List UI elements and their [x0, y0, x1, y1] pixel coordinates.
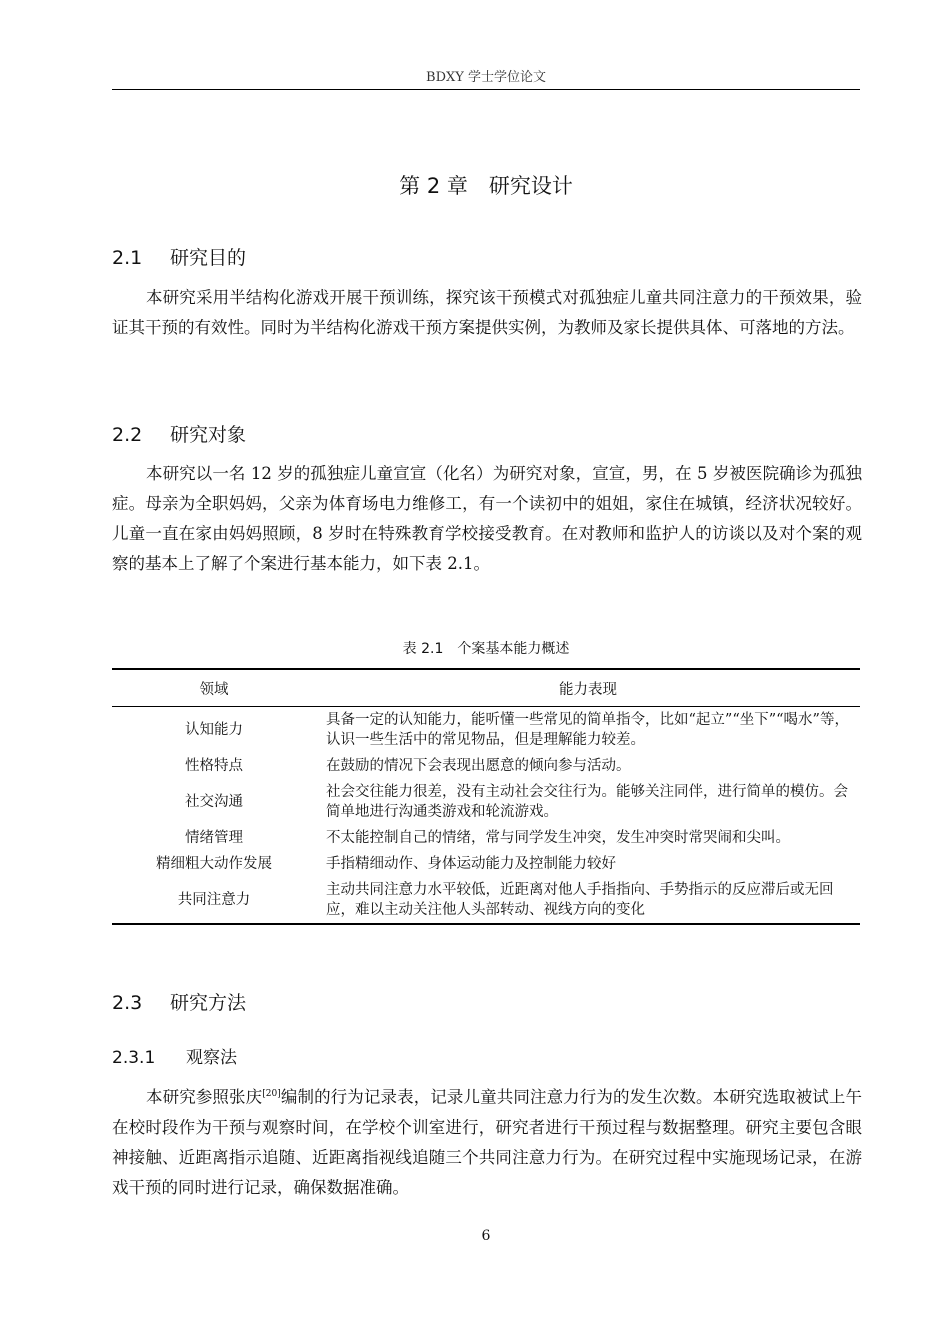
subsection-number: 2.3.1 — [112, 1048, 156, 1068]
section-number: 2.3 — [112, 992, 143, 1014]
table-row — [112, 707, 860, 754]
table-cell-domain: 情绪管理 — [185, 830, 243, 846]
section-number: 2.2 — [112, 424, 143, 446]
table-row — [112, 877, 860, 924]
section-heading-2-1 — [112, 243, 246, 270]
table-cell-desc: 具备一定的认知能力，能听懂一些常见的简单指令，比如“起立”“坐下”“喝水”等，认识一些生活中的常见物品，但是理解能力较差。 — [326, 712, 849, 748]
table-cell-desc: 手指精细动作、身体运动能力及控制能力较好 — [326, 856, 616, 872]
table-cell-desc: 不太能控制自己的情绪，常与同学发生冲突，发生冲突时常哭闹和尖叫。 — [326, 830, 790, 846]
table-cell-domain: 性格特点 — [185, 758, 243, 774]
table-cell-desc: 主动共同注意力水平较低，近距离对他人手指指向、手势指示的反应滞后或无回应，难以主动关注他人头部转动、视线方向的变化 — [316, 877, 860, 924]
paragraph-text: 本研究参照张庆 — [146, 1087, 263, 1107]
table-cell-domain: 共同注意力 — [112, 877, 316, 924]
paragraph-research-subject: 本研究以一名 12 岁的孤独症儿童宣宣（化名）为研究对象，宣宣，男，在 5 岁被医院确诊为孤独症。母亲为全职妈妈，父亲为体育场电力维修工，有一个读初中的姐姐，家住在城镇，经济状况较好。儿童一直在家由妈妈照顾，8 岁时在特殊教育学校接受教育。在对教师和监护人的访谈以及对个案的观察的基本上了解了个案进行基本能力，如下表 2.1。 — [112, 464, 862, 573]
chapter-title: 第 2 章 研究设计 — [399, 174, 573, 198]
table-cell-domain: 认知能力 — [185, 722, 243, 738]
paragraph-research-purpose: 本研究采用半结构化游戏开展干预训练，探究该干预模式对孤独症儿童共同注意力的干预效果，验证其干预的有效性。同时为半结构化游戏干预方案提供实例，为教师及家长提供具体、可落地的方法。 — [112, 288, 862, 337]
section-title: 研究方法 — [170, 992, 247, 1014]
paragraph-observation-method — [112, 1079, 862, 1203]
section-title: 研究目的 — [170, 247, 247, 269]
table-row — [112, 753, 860, 779]
subsection-heading-2-3-1 — [112, 1043, 237, 1068]
section-title: 研究对象 — [170, 424, 247, 446]
column-header-ability: 能力表现 — [316, 669, 860, 707]
table-row — [112, 825, 860, 851]
section-heading-2-2 — [112, 420, 246, 447]
table-cell-domain: 精细粗大动作发展 — [156, 856, 272, 872]
paragraph-text: 编制的行为记录表，记录儿童共同注意力行为的发生次数。本研究选取被试上午在校时段作为干预与观察时间，在学校个训室进行，研究者进行干预过程与数据整理。研究主要包含眼神接触、近距离指示追随、近距离指视线追随三个共同注意力行为。在研究过程中实施现场记录，在游戏干预的同时进行记录，确保数据准确。 — [112, 1087, 863, 1197]
subsection-title: 观察法 — [186, 1048, 237, 1068]
table-row — [112, 851, 860, 877]
page-number: 6 — [481, 1228, 491, 1244]
ability-table — [112, 668, 860, 925]
page-header: BDXY 学士学位论文 — [112, 66, 860, 90]
column-header-domain: 领域 — [112, 669, 316, 707]
table-caption: 表 2.1 个案基本能力概述 — [402, 641, 570, 657]
section-number: 2.1 — [112, 247, 143, 269]
table-cell-desc: 社会交往能力很差，没有主动社会交往行为。能够关注同伴，进行简单的模仿。会简单地进行沟通类游戏和轮流游戏。 — [326, 784, 848, 820]
section-heading-2-3 — [112, 988, 246, 1015]
citation-ref[interactable]: [20] — [262, 1089, 281, 1099]
table-cell-desc: 在鼓励的情况下会表现出愿意的倾向参与活动。 — [326, 758, 631, 774]
table-row — [112, 779, 860, 825]
table-cell-domain: 社交沟通 — [185, 794, 243, 810]
table-header-row — [112, 669, 860, 707]
